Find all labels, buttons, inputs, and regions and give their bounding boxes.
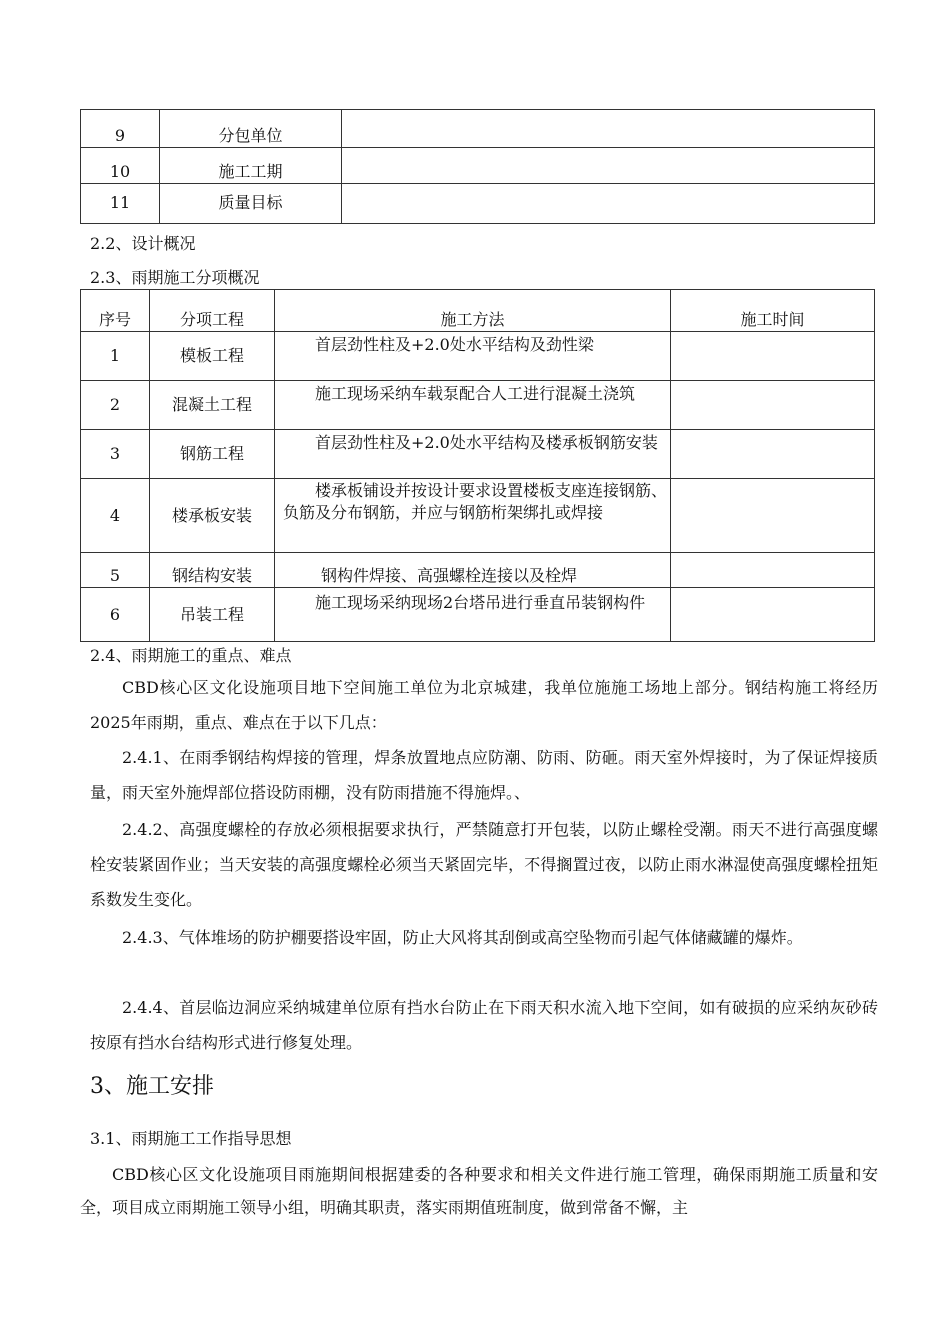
header-time: 施工时间	[671, 290, 875, 332]
table-row	[81, 148, 875, 184]
row-value	[342, 184, 875, 224]
row-label: 分包单位	[160, 110, 342, 148]
row-number: 11	[81, 184, 160, 224]
row-method: 施工现场采纳现场2台塔吊进行垂直吊装钢构件	[275, 588, 671, 642]
section-heading-2-3: 2.3、雨期施工分项概况	[90, 268, 260, 287]
section-heading-3: 3、施工安排	[90, 1074, 214, 1099]
row-number: 6	[81, 588, 150, 642]
info-table	[80, 109, 875, 224]
paragraph-2-4-1: 2.4.1、在雨季钢结构焊接的管理，焊条放置地点应防潮、防雨、防砸。雨天室外焊接时，为了保证焊接质量，雨天室外施焊部位搭设防雨棚，没有防雨措施不得施焊。、	[90, 748, 878, 802]
paragraph-2-4-3: 2.4.3、气体堆场的防护棚要搭设牢固，防止大风将其刮倒或高空坠物而引起气体储藏罐的爆炸。	[122, 928, 803, 947]
row-time	[671, 588, 875, 642]
table-row	[81, 553, 875, 588]
row-item: 吊装工程	[150, 588, 275, 642]
row-method: 首层劲性柱及+2.0处水平结构及楼承板钢筋安装	[275, 430, 671, 479]
paragraph-3-1: CBD核心区文化设施项目雨施期间根据建委的各种要求和相关文件进行施工管理，确保雨期施工质量和安全，项目成立雨期施工领导小组，明确其职责，落实雨期值班制度，做到常备不懈，主	[80, 1165, 878, 1217]
row-label: 施工工期	[160, 148, 342, 184]
row-item: 模板工程	[150, 332, 275, 381]
header-item: 分项工程	[150, 290, 275, 332]
table-row	[81, 332, 875, 381]
section-heading-2-4: 2.4、雨期施工的重点、难点	[90, 646, 292, 665]
table-row	[81, 479, 875, 553]
row-method: 首层劲性柱及+2.0处水平结构及劲性梁	[275, 332, 671, 381]
row-number: 9	[81, 110, 160, 148]
table-row	[81, 110, 875, 148]
paragraph-2-4-4: 2.4.4、首层临边洞应采纳城建单位原有挡水台防止在下雨天积水流入地下空间，如有破损的应采纳灰砂砖按原有挡水台结构形式进行修复处理。	[90, 998, 878, 1052]
row-number: 5	[81, 553, 150, 588]
row-item: 钢筋工程	[150, 430, 275, 479]
section-heading-3-1: 3.1、雨期施工工作指导思想	[90, 1129, 292, 1148]
row-number: 3	[81, 430, 150, 479]
row-method: 钢构件焊接、高强螺栓连接以及栓焊	[275, 553, 671, 588]
table-row	[81, 184, 875, 224]
subitem-table	[80, 289, 875, 642]
paragraph-2-4-2: 2.4.2、高强度螺栓的存放必须根据要求执行，严禁随意打开包装，以防止螺栓受潮。雨天不进行高强度螺栓安装紧固作业；当天安装的高强度螺栓必须当天紧固完毕，不得搁置过夜，以防止雨水淋湿使高强度螺栓扭矩系数发生变化。	[90, 820, 878, 909]
row-number: 1	[81, 332, 150, 381]
row-label: 质量目标	[160, 184, 342, 224]
row-value	[342, 110, 875, 148]
row-time	[671, 479, 875, 553]
table-row	[81, 430, 875, 479]
row-method: 楼承板铺设并按设计要求设置楼板支座连接钢筋、负筋及分布钢筋，并应与钢筋桁架绑扎或焊接	[275, 479, 671, 553]
table-header-row	[81, 290, 875, 332]
paragraph-2-4-intro: CBD核心区文化设施项目地下空间施工单位为北京城建，我单位施施工场地上部分。钢结构施工将经历2025年雨期，重点、难点在于以下几点：	[90, 678, 878, 732]
row-number: 2	[81, 381, 150, 430]
row-time	[671, 553, 875, 588]
row-value	[342, 148, 875, 184]
table-row	[81, 381, 875, 430]
table-row	[81, 588, 875, 642]
row-number: 4	[81, 479, 150, 553]
row-number: 10	[81, 148, 160, 184]
header-no: 序号	[81, 290, 150, 332]
header-method: 施工方法	[275, 290, 671, 332]
row-time	[671, 430, 875, 479]
row-time	[671, 332, 875, 381]
row-item: 楼承板安装	[150, 479, 275, 553]
row-method: 施工现场采纳车载泵配合人工进行混凝土浇筑	[275, 381, 671, 430]
row-time	[671, 381, 875, 430]
row-item: 钢结构安装	[150, 553, 275, 588]
row-item: 混凝土工程	[150, 381, 275, 430]
section-heading-2-2: 2.2、设计概况	[90, 234, 196, 253]
